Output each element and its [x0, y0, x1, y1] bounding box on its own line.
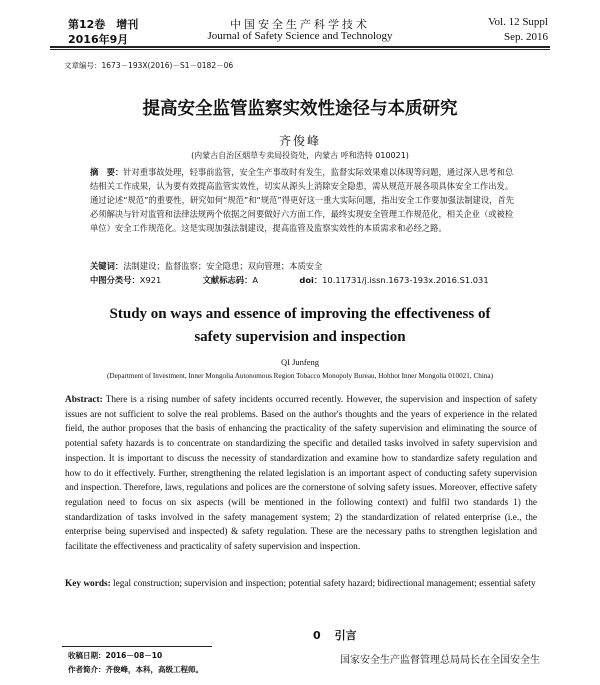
- doi-value: 10.11731/j.issn.1673-193x.2016.S1.031: [322, 275, 489, 285]
- keywords-zh: [90, 260, 322, 272]
- section-number: 0: [313, 629, 321, 642]
- keywords-zh-text: 法制建设；监督监察；安全隐患；双向管理；本质安全: [123, 261, 323, 271]
- abstract-en: [65, 393, 537, 555]
- affiliation-zh: (内蒙古自治区烟草专卖局投资处，内蒙古 呼和浩特 010021): [191, 151, 409, 160]
- abstract-en-text: There is a rising number of safety incidents occurred recently. However, the supervision and inspection of safety issues are not sufficient to solve the real problems. Based on the author's thoughts and the years of experience in the related field, the author proposes that the basis of enhancing the practicality of the safety supervision and eliminating the source of potential safety hazards is to concentrate on standardizing the specific and detailed tasks involved in safety supervision and inspection. It is important to discuss the necessity of standardization and examine how to standardize safety regulation and how to do it effectively. Further, strengthening the related legislation is an important aspect of conducting safety supervision and inspection. Therefore, laws, regulations and polices are the cornerstone of solving safety issues. Moreover, effective safety regulation need to focus on six aspects (will be mentioned in the following context) and fulfil two standards 1) the standardization of tasks involved in the safety management system; 2) the standardization of related enterprise (i.e., the enterprise being supervised and inspected) & safety regulation. These are the necessary paths to strengthen legislation and facilitate the effectiveness and practicality of safety supervision and inspection.: [65, 395, 538, 553]
- journal-title-zh: 中国安全生产科学技术: [230, 18, 370, 31]
- header-rule: [50, 46, 550, 48]
- doc-code-label: 文献标志码：: [202, 275, 253, 285]
- doi-label: doi：: [299, 275, 323, 285]
- section-intro-heading: [313, 627, 357, 643]
- author-bio: 作者简介：齐俊峰，本科，高级工程师。: [68, 665, 203, 674]
- affiliation-en: (Department of Investment, Inner Mongolia Autonomous Region Tobacco Monopoly Bureau, Hohhot Inner Mongolia 010021, China): [106, 372, 494, 380]
- author-zh: 齐俊峰: [278, 134, 321, 148]
- keywords-zh-label: 关键词：: [90, 261, 124, 271]
- title-en: Study on ways and essence of improving the effectiveness of safety supervision and inspection: [109, 306, 491, 345]
- classification-line: [90, 274, 489, 286]
- received-date: 收稿日期：2016－08－10: [68, 651, 163, 660]
- journal-title-en: Journal of Safety Science and Technology: [207, 30, 393, 42]
- doc-code-value: A: [252, 275, 259, 285]
- abstract-zh: [90, 165, 520, 235]
- date-en: Sep. 2016: [504, 31, 548, 43]
- volume-zh: 第12卷 增刊: [68, 18, 139, 31]
- keywords-en: [65, 577, 537, 592]
- footnote-rule: [62, 646, 212, 647]
- keywords-en-text: legal construction; supervision and inspection; potential safety hazard; bidirectional management; essential safety: [113, 579, 536, 589]
- clc-label: 中图分类号：: [90, 275, 140, 285]
- abstract-en-label: Abstract:: [65, 395, 103, 405]
- article-id: 文章编号：1673－193X(2016)－S1－0182－06: [64, 61, 234, 70]
- volume-en: Vol. 12 Suppl: [487, 16, 548, 28]
- abstract-zh-label: 摘 要：: [90, 167, 124, 177]
- date-zh: 2016年9月: [68, 33, 129, 46]
- keywords-en-label: Key words:: [65, 579, 111, 589]
- title-zh: 提高安全监管监察实效性途径与本质研究: [142, 99, 458, 119]
- author-en: QI Junfeng: [280, 357, 319, 367]
- header-rule-thin: [50, 49, 550, 50]
- clc-value: X921: [139, 275, 162, 285]
- abstract-zh-text: 针对重事故处理，轻事前监管，安全生产事故时有发生，监督实际效果难以体现等问题，通过深入思考和总结相关工作成果，认为要有效提高监管实效性，切实从源头上消除安全隐患，需从规范开展各项具体安全工作出发。通过论述“规范”的重要性，研究如何“规范”和“规范”得更好这一重大实际问题，指出安全工作要加强法制建设，首先必须解决与针对监管和法律法规两个依据之间要做好六方面工作，最终实现安全管理工作规范化，相关企业（或被检单位）安全工作规范化。这是实现加强法制建设，提高监管及监察实效性的本质需求和必经之路。: [90, 167, 515, 233]
- section-title: 引言: [334, 629, 357, 642]
- body-text-start: 国家安全生产监督管理总局局长在全国安全生: [340, 655, 540, 666]
